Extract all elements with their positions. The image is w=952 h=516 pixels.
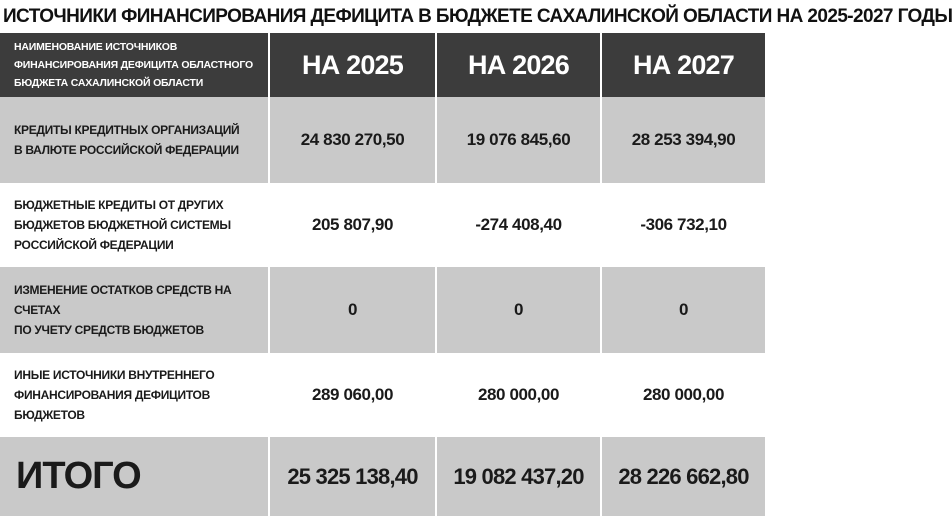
row-label-line: РОССИЙСКОЙ ФЕДЕРАЦИИ	[14, 238, 174, 252]
row-label-balance-change	[0, 267, 270, 353]
header-label-line: БЮДЖЕТА САХАЛИНСКОЙ ОБЛАСТИ	[14, 77, 204, 89]
row-label-budget-credits	[0, 183, 270, 267]
total-value-2025: 25 325 138,40	[270, 437, 437, 516]
financing-table	[0, 33, 765, 516]
total-value-2026: 19 082 437,20	[437, 437, 602, 516]
total-value-2027: 28 226 662,80	[602, 437, 765, 516]
value-cell: 24 830 270,50	[270, 97, 437, 183]
header-year-2027: НА 2027	[602, 33, 765, 97]
header-label-line: НАИМЕНОВАНИЕ ИСТОЧНИКОВ	[14, 41, 178, 53]
value-cell: 28 253 394,90	[602, 97, 765, 183]
value-cell: -306 732,10	[602, 183, 765, 267]
header-label-line: ФИНАНСИРОВАНИЯ ДЕФИЦИТА ОБЛАСТНОГО	[14, 59, 253, 71]
value-cell: -274 408,40	[437, 183, 602, 267]
value-cell: 280 000,00	[602, 353, 765, 437]
value-cell: 19 076 845,60	[437, 97, 602, 183]
row-label-line: БЮДЖЕТОВ БЮДЖЕТНОЙ СИСТЕМЫ	[14, 218, 231, 232]
value-cell: 205 807,90	[270, 183, 437, 267]
value-cell: 0	[602, 267, 765, 353]
row-label-other-sources	[0, 353, 270, 437]
header-year-2025: НА 2025	[270, 33, 437, 97]
row-label-line: БЮДЖЕТНЫЕ КРЕДИТЫ ОТ ДРУГИХ	[14, 198, 224, 212]
value-cell: 280 000,00	[437, 353, 602, 437]
header-label	[0, 33, 270, 97]
row-label-line: ФИНАНСИРОВАНИЯ ДЕФИЦИТОВ БЮДЖЕТОВ	[14, 388, 210, 422]
row-label-line: КРЕДИТЫ КРЕДИТНЫХ ОРГАНИЗАЦИЙ	[14, 123, 240, 137]
row-label-line: ПО УЧЕТУ СРЕДСТВ БЮДЖЕТОВ	[14, 323, 204, 337]
value-cell: 0	[437, 267, 602, 353]
row-label-line: В ВАЛЮТЕ РОССИЙСКОЙ ФЕДЕРАЦИИ	[14, 143, 239, 157]
value-cell: 289 060,00	[270, 353, 437, 437]
row-label-credit-organizations	[0, 97, 270, 183]
row-label-line: ИЗМЕНЕНИЕ ОСТАТКОВ СРЕДСТВ НА СЧЕТАХ	[14, 283, 232, 317]
total-label: ИТОГО	[0, 437, 270, 516]
value-cell: 0	[270, 267, 437, 353]
page-title: ИСТОЧНИКИ ФИНАНСИРОВАНИЯ ДЕФИЦИТА В БЮДЖЕТЕ САХАЛИНСКОЙ ОБЛАСТИ НА 2025-2027 ГОДЫ	[0, 0, 765, 33]
header-year-2026: НА 2026	[437, 33, 602, 97]
row-label-line: ИНЫЕ ИСТОЧНИКИ ВНУТРЕННЕГО	[14, 368, 215, 382]
